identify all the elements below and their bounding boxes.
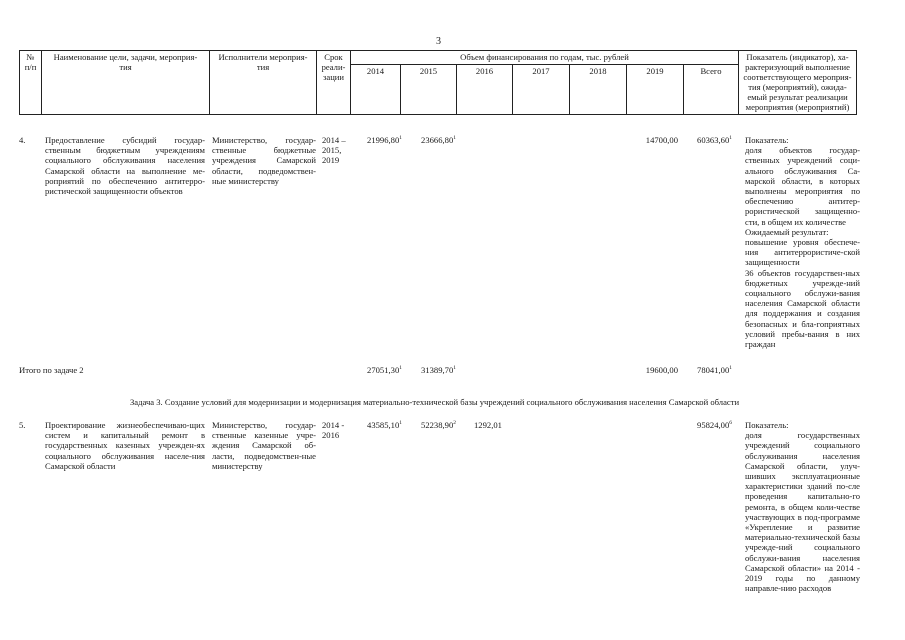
header-name: Наименование цели, задачи, мероприя- тия [42, 51, 210, 115]
row4-2014: 21996,80$^1$ [367, 135, 402, 145]
page-number: 3 [436, 36, 441, 47]
row4-total: 60363,60$^1$ [697, 135, 732, 145]
row4-2015: 23666,80$^1$ [421, 135, 456, 145]
total-task2-2019: 19600,00 [645, 365, 678, 375]
header-executors: Исполнители мероприя- тия [210, 51, 317, 115]
row4-2019: 14700,00 [645, 135, 678, 145]
header-year-2014: 2014 [351, 65, 401, 115]
header-term: Срок реали- зации [317, 51, 351, 115]
total-task2-2015: 31389,70$^1$ [421, 365, 456, 375]
row4-num: 4. [19, 135, 26, 145]
header-year-total: Всего [684, 65, 739, 115]
task3-heading: Задача 3. Создание условий для модернизации и модернизация материально-технической базы учреждений социального обслуживания населения Самарской области [130, 397, 740, 407]
row5-term: 2014 - 2016 [322, 420, 345, 441]
row4-executors: Министерство, государ-ственные бюджетные учреждения Самарской области, подведомствен-ные министерству [212, 135, 316, 186]
row5-name: Проектирование жизнеобеспечиваю-щих систем и капитальный ремонт в государственных казенных учрежден-ях социального обслуживания населе-ния Самарской области [45, 420, 205, 471]
row5-2015: 52238,90$^2$ [421, 420, 456, 430]
row5-2016: 1292,01 [474, 420, 502, 430]
total-task2-label: Итого по задаче 2 [19, 365, 84, 375]
row5-total: 95824,00$^6$ [697, 420, 732, 430]
row5-2014: 43585,10$^1$ [367, 420, 402, 430]
header-year-2019: 2019 [627, 65, 684, 115]
header-year-2017: 2017 [513, 65, 570, 115]
header-year-2015: 2015 [401, 65, 457, 115]
row4-term: 2014 – 2015, 2019 [322, 135, 346, 166]
header-indicator: Показатель (индикатор), ха- рактеризующий выполнение соответствующего мероприя- тия (мероприятий), ожида- емый результат реализации мероприятия (мероприятий) [739, 51, 857, 115]
header-num: № п/п [20, 51, 42, 115]
header-funding: Объем финансирования по годам, тыс. рублей [351, 51, 739, 65]
row4-indicator: Показатель: доля объектов государ-ственных учреждений соци-ального обслуживания Са-марской области, в которых выполнены мероприятия по обеспечению антитер-рористической защищенно-сти, в общем их количестве Ожидаемый результат: повышение уровня обеспече-ния антитеррористиче-ской защищенности 36 объектов государствен-ных бюджетных учрежде-ний социального обслужи-вания населения Самарской области для поддержания и создания безопасных и бла-гоприятных условий пребы-вания в них граждан [745, 135, 860, 350]
table-header [19, 50, 857, 115]
header-year-2016: 2016 [457, 65, 513, 115]
row5-indicator: Показатель: доля государственных учреждений социального обслуживания населения Самарской области, улуч-шивших эксплуатационные характеристики зданий по-сле проведения капитально-го ремонта, в общем коли-честве участвующих в под-программе «Укрепление и развитие материально-технической базы учрежде-ний социального обслужи-вания населения Самарской области» на 2014 - 2019 годы по данному направле-нию расходов [745, 420, 860, 594]
header-year-2018: 2018 [570, 65, 627, 115]
row5-executors: Министерство, государ-ственные казенные учре-ждения Самарской об-ласти, подведомствен-ные министерству [212, 420, 316, 471]
row4-name: Предоставление субсидий государ-ственным бюджетным учреждениям социального обслуживания населения Самарской области на выполнение ме-роприятий по обеспечению антитерро-ристической защищенности объектов [45, 135, 205, 197]
total-task2-2014: 27051,30$^1$ [367, 365, 402, 375]
row5-num: 5. [19, 420, 26, 430]
total-task2-total: 78041,00$^1$ [697, 365, 732, 375]
